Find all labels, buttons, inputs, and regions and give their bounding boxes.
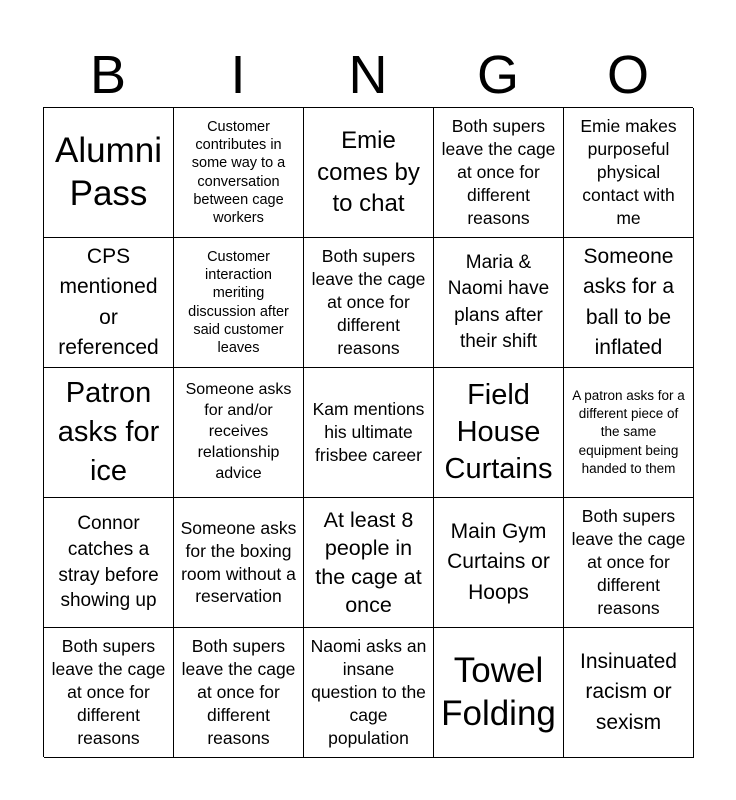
cell-text: Connor catches a stray before showing up	[58, 512, 159, 612]
bingo-header	[43, 44, 693, 106]
cell-text: Both supers leave the cage at once for different reasons	[441, 116, 556, 228]
bingo-board	[43, 107, 693, 757]
cell-text: A patron asks for a different piece of the same equipment being handed to them	[572, 387, 685, 477]
cell-text: Emie makes purposeful physical contact with me	[580, 116, 677, 228]
cell-text: Patron asks for ice	[57, 376, 160, 488]
bingo-cell[interactable]	[564, 498, 694, 628]
bingo-cell[interactable]	[304, 368, 434, 498]
cell-text: Insinuated racism or sexism	[580, 650, 677, 734]
cell-text: Someone asks for and/or receives relationship advice	[185, 381, 292, 482]
bingo-cell[interactable]	[564, 238, 694, 368]
bingo-cell[interactable]	[434, 628, 564, 758]
bingo-cell[interactable]	[44, 368, 174, 498]
cell-text: Emie comes by to chat	[317, 126, 420, 218]
cell-text: Naomi asks an insane question to the cage population	[310, 636, 427, 748]
bingo-cell[interactable]	[44, 628, 174, 758]
bingo-cell[interactable]	[174, 108, 304, 238]
bingo-cell[interactable]	[434, 238, 564, 368]
cell-text: Maria & Naomi have plans after their shift	[447, 252, 550, 352]
header-letter-b: B	[89, 45, 127, 105]
bingo-cell[interactable]	[564, 368, 694, 498]
bingo-cell[interactable]	[174, 498, 304, 628]
header-letter-o: O	[606, 45, 649, 105]
cell-text: Customer interaction meriting discussion after said customer leaves	[188, 248, 289, 357]
bingo-cell[interactable]	[304, 498, 434, 628]
bingo-cell[interactable]	[174, 628, 304, 758]
header-letter-i: I	[230, 45, 246, 105]
cell-text: Someone asks for the boxing room without a reservation	[180, 517, 297, 607]
cell-text: Someone asks for a ball to be inflated	[582, 245, 675, 359]
bingo-cell[interactable]	[564, 628, 694, 758]
cell-text: Kam mentions his ultimate frisbee career	[312, 399, 425, 465]
bingo-cell[interactable]	[564, 108, 694, 238]
cell-text: Both supers leave the cage at once for different reasons	[571, 506, 686, 618]
header-letter-g: G	[476, 45, 519, 105]
bingo-cell[interactable]	[304, 108, 434, 238]
cell-text: Both supers leave the cage at once for different reasons	[311, 246, 426, 358]
cell-text: Main Gym Curtains or Hoops	[447, 520, 550, 604]
bingo-cell[interactable]	[174, 368, 304, 498]
bingo-cell[interactable]	[44, 238, 174, 368]
bingo-cell[interactable]	[304, 238, 434, 368]
cell-text: Field House Curtains	[444, 379, 553, 485]
cell-text: Alumni Pass	[55, 130, 162, 213]
bingo-cell[interactable]	[44, 108, 174, 238]
cell-text: Towel Folding	[441, 650, 556, 733]
header-letter-n: N	[348, 45, 388, 105]
cell-text: Customer contributes in some way to a conversation between cage workers	[191, 118, 286, 227]
bingo-cell[interactable]	[434, 498, 564, 628]
bingo-cell[interactable]	[44, 498, 174, 628]
cell-text: CPS mentioned or referenced	[58, 245, 159, 359]
cell-text: At least 8 people in the cage at once	[315, 507, 422, 617]
bingo-cell[interactable]	[174, 238, 304, 368]
cell-text: Both supers leave the cage at once for different reasons	[181, 636, 296, 748]
bingo-cell[interactable]	[434, 108, 564, 238]
bingo-cell[interactable]	[304, 628, 434, 758]
cell-text: Both supers leave the cage at once for different reasons	[51, 636, 166, 748]
bingo-cell[interactable]	[434, 368, 564, 498]
